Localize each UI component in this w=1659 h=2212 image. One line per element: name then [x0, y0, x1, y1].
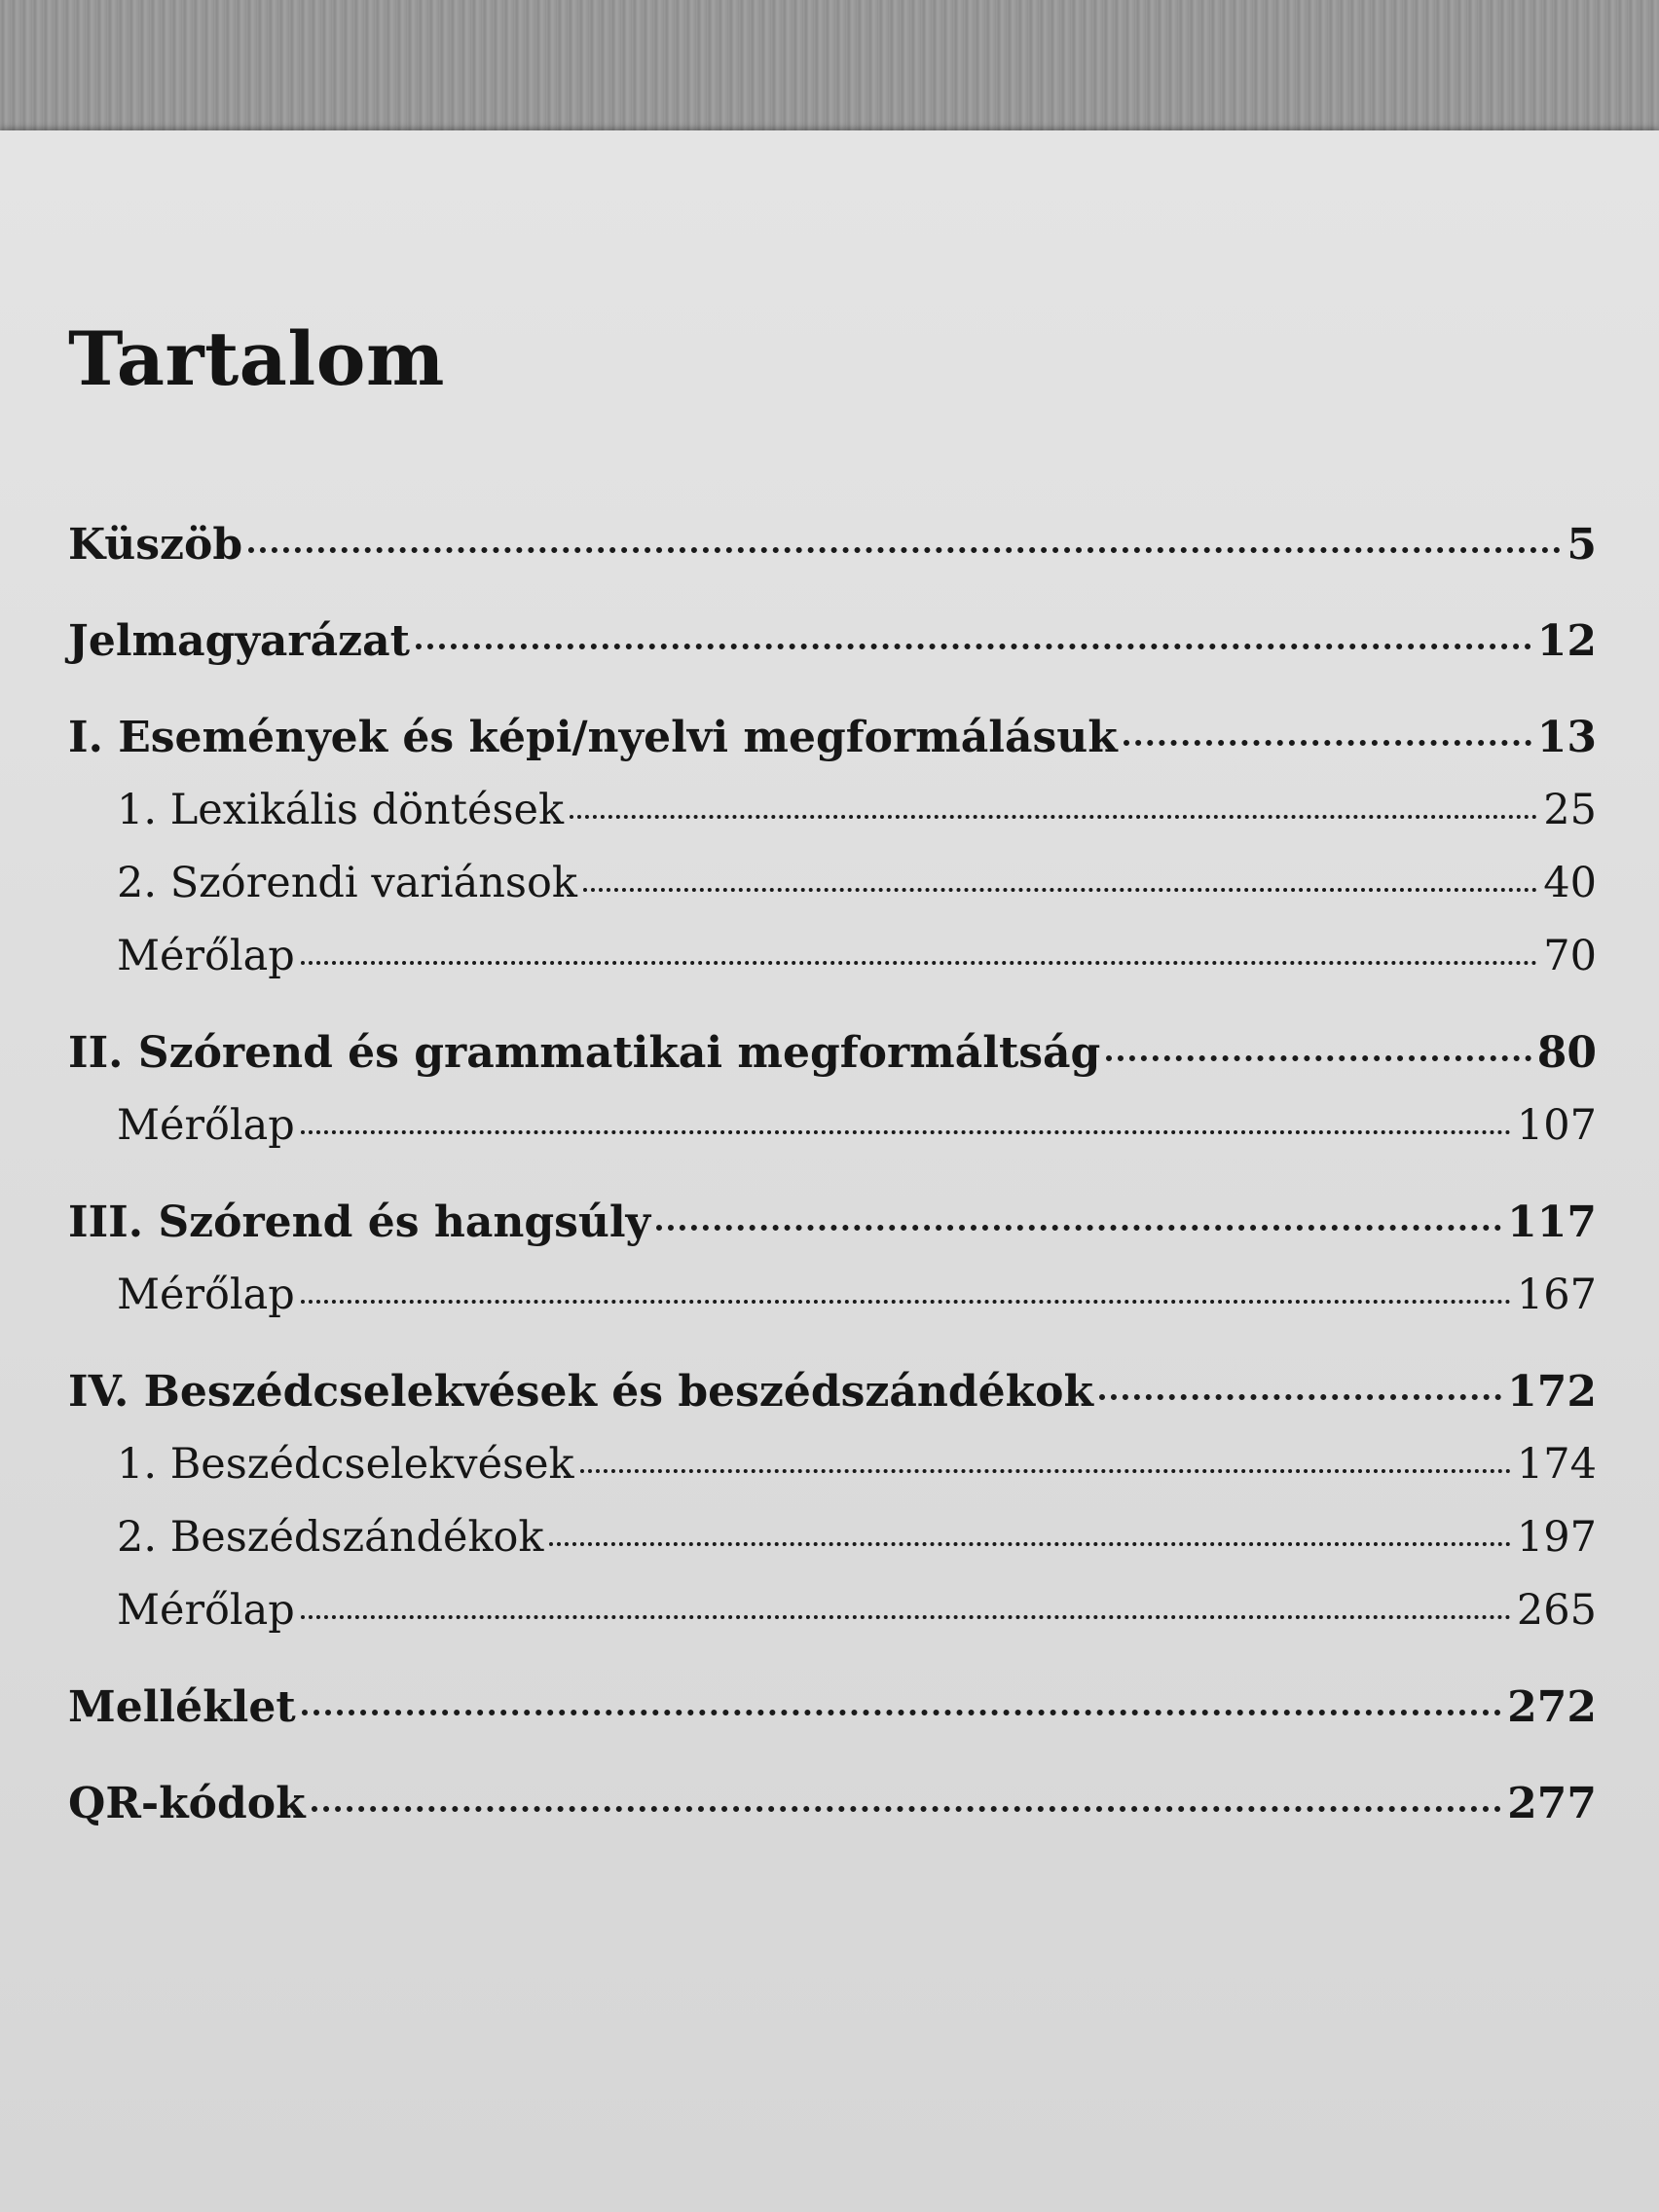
dot-leader	[570, 815, 1537, 819]
toc-entry-page: 167	[1516, 1271, 1597, 1319]
toc-entry-label: Mérőlap	[117, 1271, 295, 1319]
dot-leader	[1099, 1394, 1501, 1400]
toc-entry-page: 265	[1516, 1586, 1597, 1635]
toc-entry-label: Mérőlap	[117, 1101, 295, 1150]
toc-entry-chapter-1[interactable]	[68, 713, 1597, 762]
toc-entry-page: 272	[1507, 1682, 1597, 1732]
toc-entry-kuszob[interactable]	[68, 520, 1597, 570]
toc-entry-label: II. Szórend és grammatikai megformáltság	[68, 1028, 1101, 1078]
toc-entry-qr-kodok[interactable]	[68, 1779, 1597, 1828]
dot-leader	[301, 1615, 1511, 1619]
toc-entry-label: Küszöb	[68, 520, 243, 570]
toc-entry-merolap-2[interactable]	[117, 1101, 1597, 1150]
toc-entry-page: 25	[1543, 786, 1597, 834]
toc-entry-merolap-3[interactable]	[117, 1271, 1597, 1319]
dot-leader	[583, 888, 1537, 892]
book-page	[0, 130, 1659, 2212]
toc-entry-page: 12	[1536, 616, 1597, 666]
toc-entry-page: 172	[1507, 1367, 1597, 1417]
dot-leader	[301, 1300, 1511, 1304]
toc-entry-label: Mérőlap	[117, 1586, 295, 1635]
toc-entry-page: 13	[1536, 713, 1597, 762]
dot-leader	[302, 1710, 1501, 1715]
toc-entry-label: I. Események és képi/nyelvi megformálásuk	[68, 713, 1118, 762]
dot-leader	[312, 1806, 1502, 1812]
toc-entry-chapter-4[interactable]	[68, 1367, 1597, 1417]
toc-entry-label: III. Szórend és hangsúly	[68, 1198, 651, 1247]
toc-entry-label: Jelmagyarázat	[68, 616, 410, 666]
toc-entry-label: QR-kódok	[68, 1779, 306, 1828]
toc-entry-merolap-1[interactable]	[117, 932, 1597, 980]
toc-entry-page: 5	[1567, 520, 1597, 570]
dot-leader	[1124, 740, 1531, 746]
dot-leader	[301, 1130, 1511, 1134]
toc-entry-label: Melléklet	[68, 1682, 296, 1732]
toc-entry-page: 40	[1543, 859, 1597, 907]
toc-entry-page: 277	[1507, 1779, 1597, 1828]
table-of-contents	[0, 130, 1659, 2212]
toc-entry-page: 70	[1543, 932, 1597, 980]
dot-leader	[416, 644, 1531, 649]
toc-entry-section-1-2[interactable]	[117, 859, 1597, 907]
toc-entry-page: 80	[1536, 1028, 1597, 1078]
toc-entry-section-4-2[interactable]	[117, 1513, 1597, 1562]
dot-leader	[656, 1225, 1501, 1231]
toc-entry-chapter-2[interactable]	[68, 1028, 1597, 1078]
toc-entry-chapter-3[interactable]	[68, 1198, 1597, 1247]
toc-entry-page: 197	[1516, 1513, 1597, 1562]
toc-entry-page: 174	[1516, 1440, 1597, 1489]
toc-entry-label: Mérőlap	[117, 932, 295, 980]
toc-entry-label: IV. Beszédcselekvések és beszédszándékok	[68, 1367, 1093, 1417]
dot-leader	[301, 961, 1537, 965]
dot-leader	[580, 1469, 1511, 1473]
toc-entry-label: 2. Beszédszándékok	[117, 1513, 544, 1562]
dot-leader	[248, 547, 1561, 553]
toc-entry-melleklet[interactable]	[68, 1682, 1597, 1732]
toc-entry-jelmagyarazat[interactable]	[68, 616, 1597, 666]
toc-entry-label: 1. Beszédcselekvések	[117, 1440, 574, 1489]
toc-entry-section-4-1[interactable]	[117, 1440, 1597, 1489]
dot-leader	[549, 1542, 1510, 1546]
toc-entry-label: 2. Szórendi variánsok	[117, 859, 577, 907]
dot-leader	[1106, 1055, 1530, 1061]
toc-entry-label: 1. Lexikális döntések	[117, 786, 565, 834]
toc-entry-page: 107	[1516, 1101, 1597, 1150]
toc-entry-section-1-1[interactable]	[117, 786, 1597, 834]
toc-entry-page: 117	[1507, 1198, 1597, 1247]
page-title: Tartalom	[68, 315, 445, 402]
toc-entry-merolap-4[interactable]	[117, 1586, 1597, 1635]
